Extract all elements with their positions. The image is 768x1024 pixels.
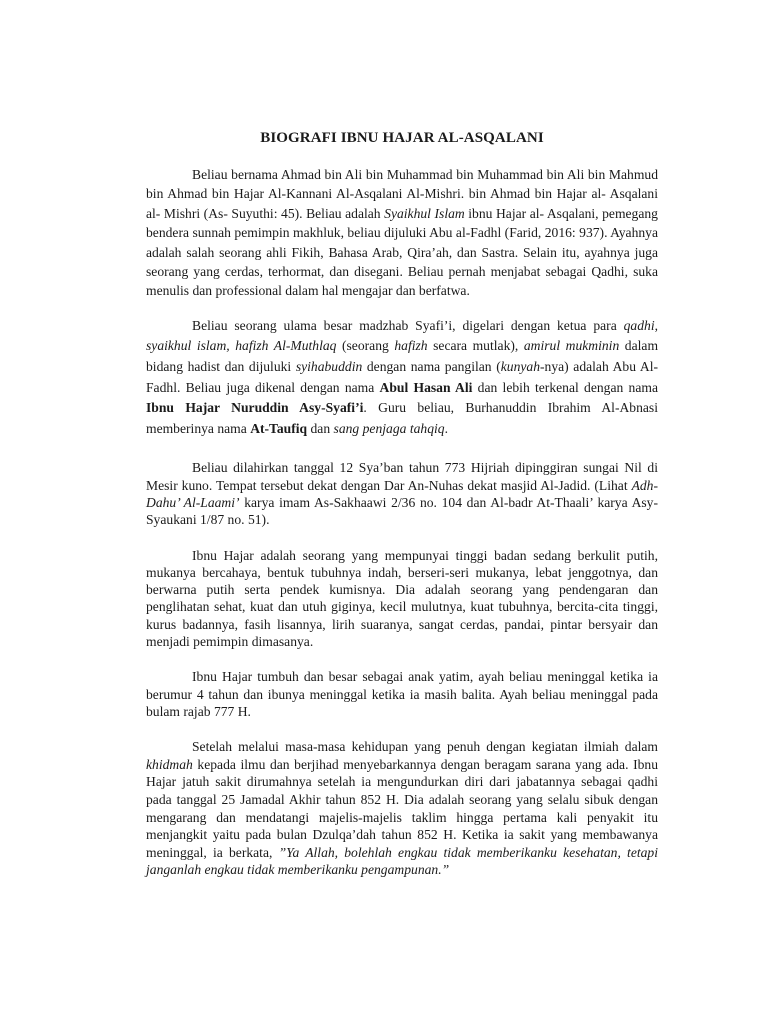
text: dan lebih terkenal dengan nama [472, 379, 658, 395]
italic-term: hafizh [394, 338, 428, 354]
italic-term: syihabuddin [295, 359, 363, 375]
paragraph-appearance [146, 547, 658, 651]
text: dan [307, 420, 334, 436]
italic-term: Syaikhul Islam [384, 205, 465, 221]
text: karya imam As-Sakhaawi 2/36 no. 104 dan Al-badr At-Thaali’ karya Asy-Syaukani 1/87 no. 51). [146, 495, 658, 528]
document-title: BIOGRAFI IBNU HAJAR AL-ASQALANI [260, 130, 544, 146]
paragraph-birth [146, 459, 658, 528]
text: dengan nama pangilan ( [362, 359, 501, 375]
italic-term: qadhi [623, 317, 655, 333]
text: kepada ilmu dan berjihad menyebarkannya dengan beragam sarana yang ada. Ibnu Hajar jatuh sakit dirumahnya setelah ia mengundurkan diri dari jabatannya sebagai qadhi pada tanggal 25 Jamadal Akhir tahun 852 H. Dia adalah seorang yang selalu sibuk dengan mengarang dan mendatangi majelis-majelis taklim hingga pertama kali penyakit itu menjangkit yaitu pada bulan Dzulqa’dah tahun 852 H. Ketika ia sakit yang membawanya meninggal, ia berkata, [146, 756, 658, 860]
text: Beliau seorang ulama besar madzhab Syafi’i, digelari dengan ketua para [192, 317, 624, 333]
text: secara mutlak), [427, 338, 524, 354]
paragraph-orphan [146, 668, 658, 720]
document-page [146, 130, 658, 897]
italic-term: amirul mukminin [523, 338, 620, 354]
paragraph-titles [146, 316, 658, 440]
text: ibnu Hajar al- Asqalani, pemegang bendera sunnah pemimpin makhluk, beliau dijuluki Abu al-Fadhl (Farid, 2016: 937). Ayahnya adalah salah seorang ahli Fikih, Bahasa Arab, Qira’ah, dan Sastra. Selain itu, ayahnya juga seorang yang cerdas, terhormat, dan disegani. Beliau pernah menjabat sebagai Qadhi, suka menulis dan professional dalam hal mengajar dan berfatwa. [146, 205, 658, 299]
text: dalam bidang hadist dan dijuluki [146, 338, 659, 375]
italic-term: kunyah [500, 359, 540, 375]
bold-name: Abul Hasan Ali [379, 379, 473, 395]
bold-name: Ibnu Hajar Nuruddin Asy-Syafi’i [146, 400, 364, 416]
text: -nya) adalah Abu Al-Fadhl. Beliau juga dikenal dengan nama [146, 359, 658, 395]
text: , [654, 317, 658, 333]
paragraph-death [146, 738, 658, 879]
text: . [444, 420, 448, 436]
italic-term: khidmah [146, 756, 193, 772]
paragraph-name-lineage [146, 165, 658, 301]
text: Ibnu Hajar tumbuh dan besar sebagai anak yatim, ayah beliau meninggal ketika ia berumur 4 tahun dan ibunya meninggal ketika ia masih balita. Ayah beliau meninggal pada bulam rajab 777 H. [146, 669, 658, 719]
text: . Guru beliau, Burhanuddin Ibrahim Al-Abnasi memberinya nama [146, 400, 658, 436]
text: Beliau bernama Ahmad bin Ali bin Muhammad bin Muhammad bin Ali bin Mahmud bin Ahmad bin Hajar Al-Kannani Al-Asqalani Al-Mishri. bin Ahmad bin Hajar al- Asqalani al- Mishri (As- Suyuthi: 45). Beliau adalah [146, 167, 658, 221]
italic-quote: ”Ya Allah, bolehlah engkau tidak memberikanku kesehatan, tetapi janganlah engkau tidak memberikanku pengampunan.” [146, 844, 658, 878]
italic-term: Adh-Dahu’ Al-Laami’ [146, 477, 658, 510]
text: Beliau dilahirkan tanggal 12 Sya’ban tahun 773 Hijriah dipinggiran sungai Nil di Mesir kuno. Tempat tersebut dekat dengan Dar An-Nuhas dekat masjid Al-Jadid. (Lihat [146, 460, 658, 493]
bold-name: At-Taufiq [250, 420, 308, 436]
text: Ibnu Hajar adalah seorang yang mempunyai tinggi badan sedang berkulit putih, mukanya bercahaya, bentuk tubuhnya indah, berseri-seri mukanya, lebat jenggotnya, dan berwarna putih serta pendek kumisnya. Dia adalah seorang yang pendengaran dan penglihatan sehat, kuat dan utuh giginya, kecil mulutnya, kuat tubuhnya, bercita-cita tinggi, kurus badannya, fasih lisannya, lirih suaranya, sangat cerdas, pandai, pintar bersyair dan menjadi pemimpin dimasanya. [146, 547, 658, 650]
text: Setelah melalui masa-masa kehidupan yang penuh dengan kegiatan ilmiah dalam [192, 739, 658, 755]
italic-term: syaikhul islam, hafizh Al-Muthlaq [146, 338, 337, 354]
italic-term: sang penjaga tahqiq [333, 420, 445, 436]
text: (seorang [336, 338, 395, 354]
